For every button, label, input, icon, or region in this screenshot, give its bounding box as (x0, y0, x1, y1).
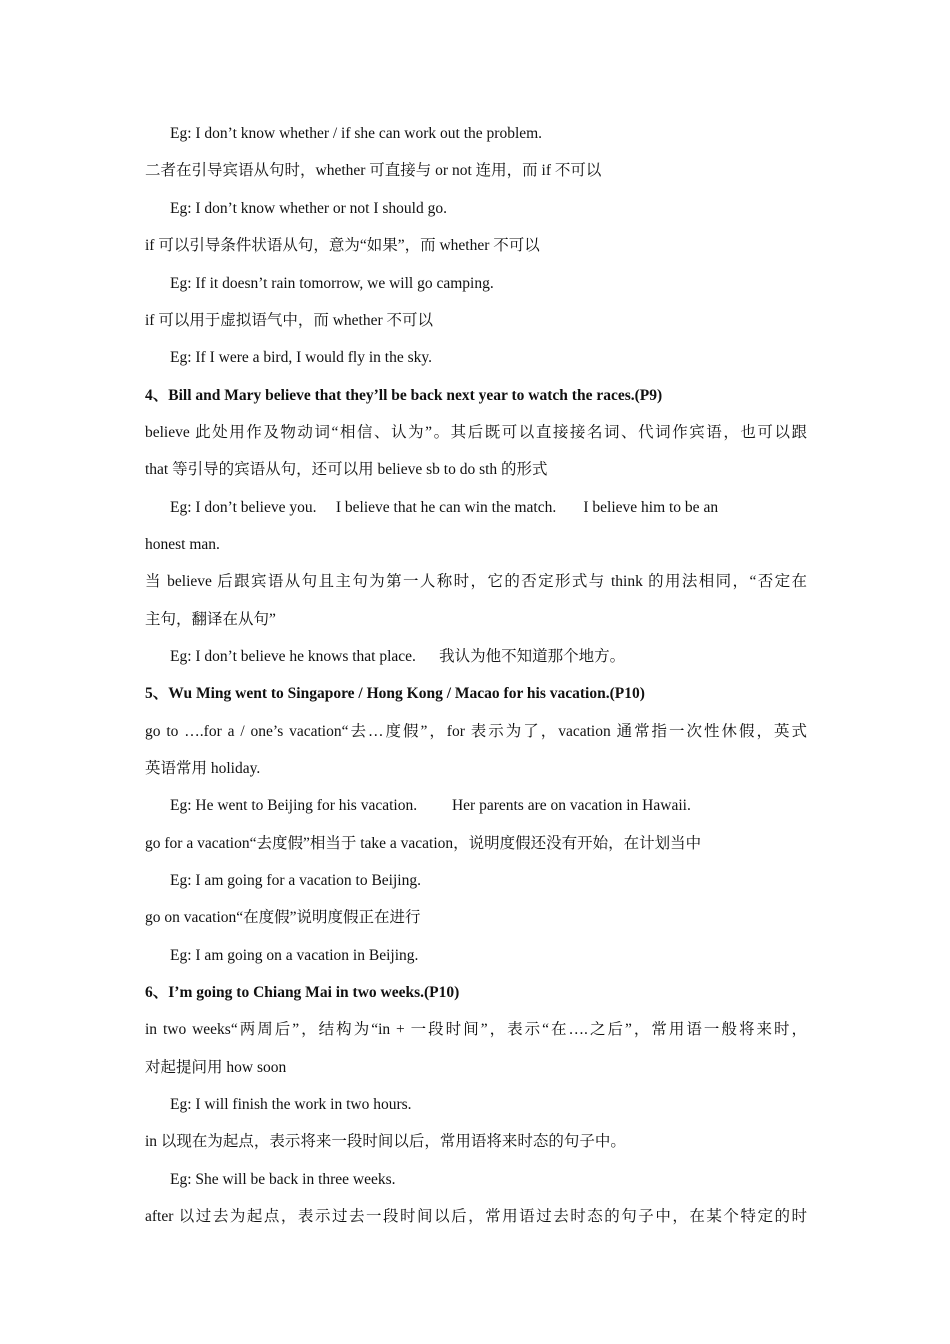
example-line: Eg: I don’t believe you. I believe that he can win the match. I believe him to be an (170, 499, 719, 516)
example-line: Eg: I am going on a vacation in Beijing. (170, 947, 419, 964)
body-line: honest man. (145, 536, 220, 553)
body-line: in 以现在为起点，表示将来一段时间以后，常用语将来时态的句子中。 (145, 1133, 626, 1150)
section-heading: 6、I’m going to Chiang Mai in two weeks.(P10) (145, 984, 460, 1001)
body-line: go on vacation“在度假”说明度假正在进行 (145, 909, 421, 926)
body-line: believe 此处用作及物动词“相信、认为”。其后既可以直接接名词、代词作宾语，也可以跟 (145, 424, 807, 441)
example-line: Eg: She will be back in three weeks. (170, 1171, 396, 1188)
example-line: Eg: If it doesn’t rain tomorrow, we will go camping. (170, 275, 494, 292)
body-line: go to ….for a / one’s vacation“去…度假”，for 表示为了，vacation 通常指一次性休假，英式 (145, 723, 807, 740)
body-line: go for a vacation“去度假”相当于 take a vacation，说明度假还没有开始，在计划当中 (145, 835, 702, 852)
body-line: 英语常用 holiday. (145, 760, 261, 777)
body-line: 对起提问用 how soon (145, 1059, 287, 1076)
section-heading: 5、Wu Ming went to Singapore / Hong Kong / Macao for his vacation.(P10) (145, 685, 645, 702)
body-line: 二者在引导宾语从句时，whether 可直接与 or not 连用，而 if 不可以 (145, 162, 602, 179)
body-line: in two weeks“两周后”，结构为“in + 一段时间”，表示“在….之后”，常用语一般将来时， (145, 1021, 807, 1038)
section-heading: 4、Bill and Mary believe that they’ll be back next year to watch the races.(P9) (145, 387, 663, 404)
example-line: Eg: I am going for a vacation to Beijing. (170, 872, 421, 889)
example-line: Eg: I will finish the work in two hours. (170, 1096, 412, 1113)
body-line: that 等引导的宾语从句，还可以用 believe sb to do sth 的形式 (145, 461, 548, 478)
body-line: 主句，翻译在从句” (145, 611, 276, 628)
example-line: Eg: I don’t know whether or not I should go. (170, 200, 447, 217)
body-line: if 可以引导条件状语从句，意为“如果”，而 whether 不可以 (145, 237, 540, 254)
example-line: Eg: I don’t know whether / if she can work out the problem. (170, 125, 543, 142)
example-line: Eg: He went to Beijing for his vacation. Her parents are on vacation in Hawaii. (170, 797, 691, 814)
body-line: after 以过去为起点，表示过去一段时间以后，常用语过去时态的句子中，在某个特定的时 (145, 1208, 807, 1225)
body-line: if 可以用于虚拟语气中，而 whether 不可以 (145, 312, 434, 329)
body-line: 当 believe 后跟宾语从句且主句为第一人称时，它的否定形式与 think 的用法相同，“否定在 (145, 573, 807, 590)
example-line: Eg: I don’t believe he knows that place. 我认为他不知道那个地方。 (170, 648, 626, 665)
example-line: Eg: If I were a bird, I would fly in the sky. (170, 349, 432, 366)
